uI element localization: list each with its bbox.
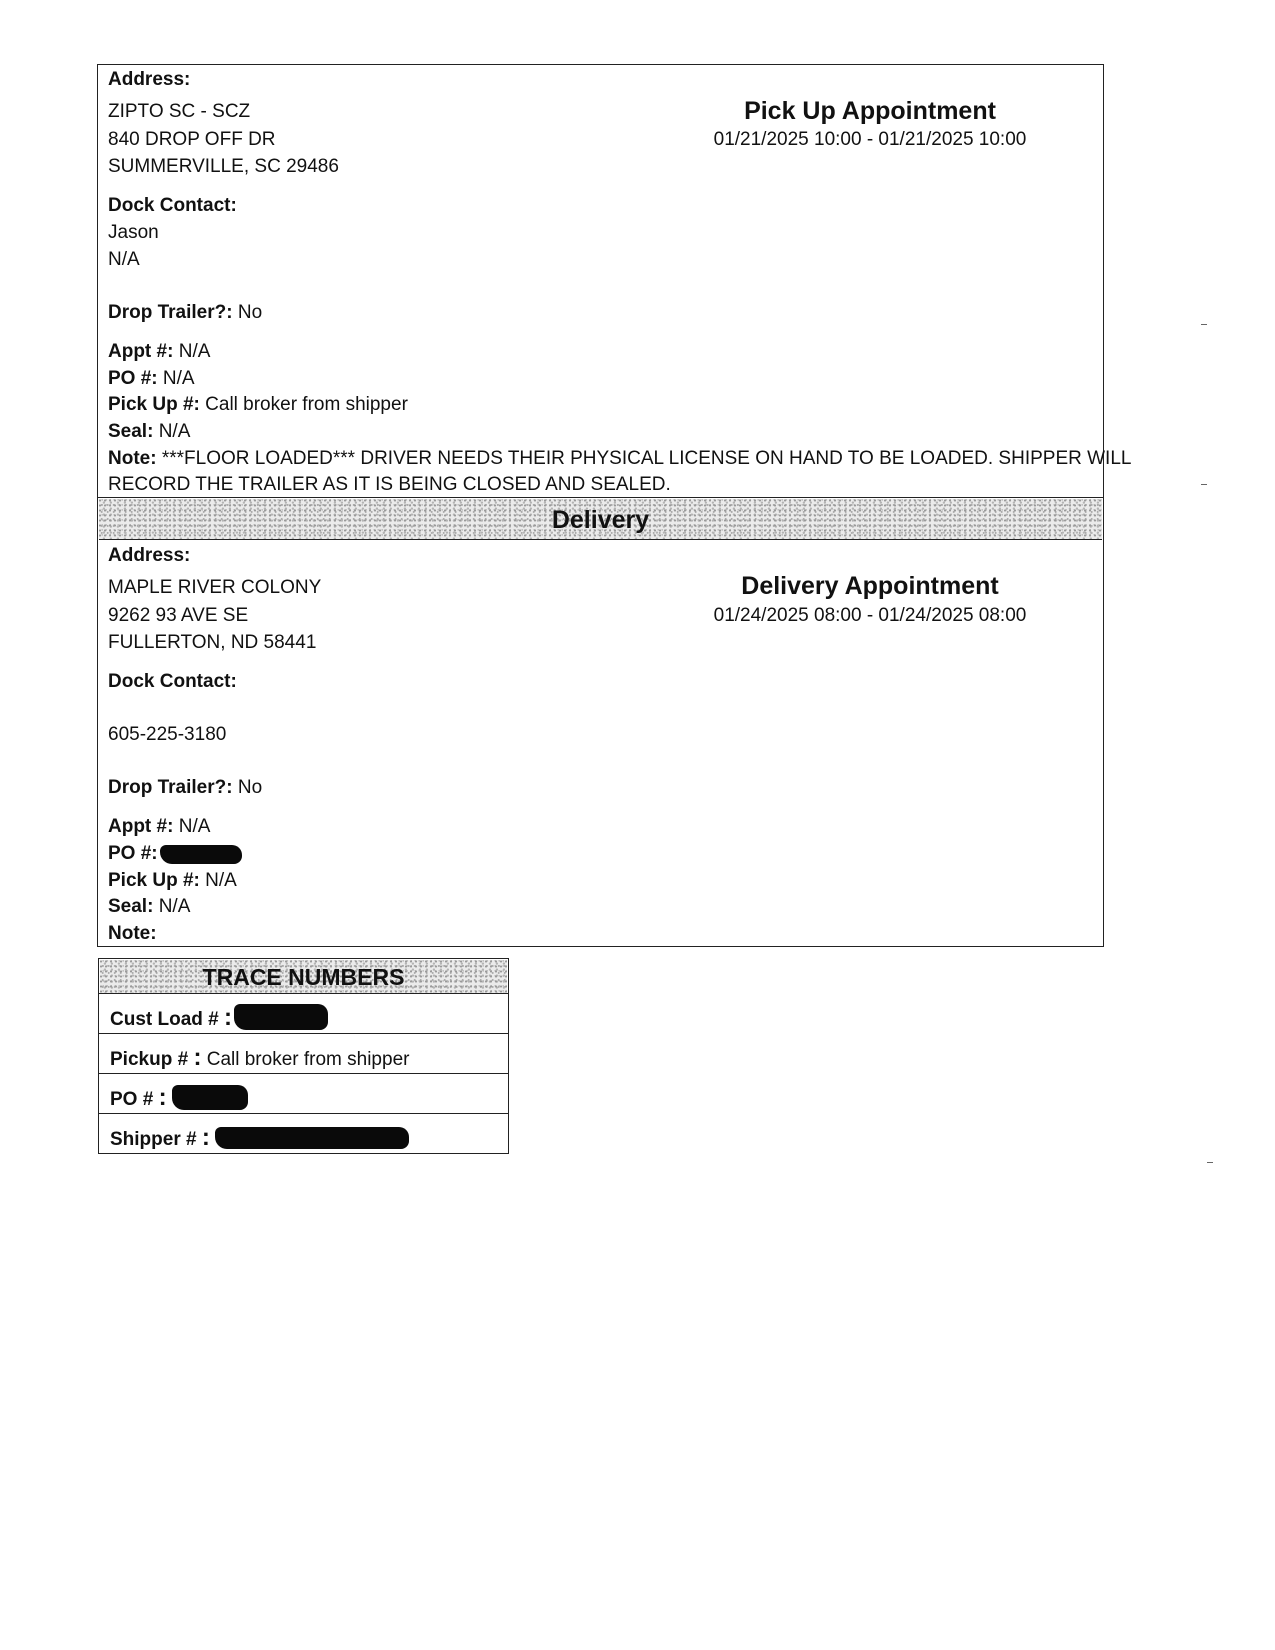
pickup-pickup-number (108, 394, 408, 416)
pickup-appointment-title: Pick Up Appointment (744, 97, 996, 125)
delivery-drop-trailer-value: No (237, 777, 263, 798)
delivery-appointment-window: 01/24/2025 08:00 - 01/24/2025 08:00 (713, 605, 1027, 626)
trace-row-pickup (110, 1044, 410, 1071)
pickup-note-label: Note: (108, 448, 157, 469)
pickup-note (108, 448, 1131, 470)
pickup-dock-contact-phone: N/A (108, 249, 140, 270)
pickup-seal (108, 421, 190, 443)
pickup-appt-value: N/A (178, 341, 211, 362)
pickup-appt-number (108, 341, 210, 363)
pickup-seal-value: N/A (158, 421, 191, 442)
delivery-appointment-title: Delivery Appointment (741, 572, 999, 600)
pickup-note-line-2: RECORD THE TRAILER AS IT IS BEING CLOSED AND SEALED. (108, 474, 671, 495)
delivery-address-line-1: MAPLE RIVER COLONY (108, 577, 322, 598)
delivery-appt-number (108, 816, 210, 838)
trace-shipper-redaction (215, 1127, 409, 1149)
trace-cust-load-label: Cust Load # (110, 1009, 219, 1030)
pickup-pickup-number-value: Call broker from shipper (205, 394, 408, 415)
trace-po-redaction (172, 1085, 248, 1110)
trace-numbers-title: TRACE NUMBERS (202, 964, 405, 990)
delivery-pickup-number (108, 870, 237, 892)
trace-pickup-value: Call broker from shipper (206, 1049, 410, 1070)
trace-row-divider-1 (99, 993, 508, 994)
trace-row-shipper (110, 1124, 210, 1151)
pickup-drop-trailer-value: No (237, 302, 263, 323)
pickup-po-value: N/A (162, 368, 195, 389)
delivery-pickup-number-label: Pick Up #: (108, 870, 200, 891)
trace-po-separator: : (158, 1084, 167, 1111)
pickup-dock-contact-label: Dock Contact: (108, 195, 237, 216)
pickup-seal-label: Seal: (108, 421, 154, 442)
trace-row-divider-2 (99, 1033, 508, 1034)
trace-cust-load-redaction (234, 1004, 328, 1030)
delivery-address-line-3: FULLERTON, ND 58441 (108, 632, 317, 653)
trace-pickup-separator: : (193, 1044, 202, 1071)
scan-mark-1 (1201, 324, 1207, 325)
delivery-section-title: Delivery (551, 506, 650, 534)
pickup-po-label: PO #: (108, 368, 158, 389)
delivery-drop-trailer-label: Drop Trailer?: (108, 777, 233, 798)
trace-pickup-label: Pickup # (110, 1049, 189, 1070)
pickup-pickup-number-label: Pick Up #: (108, 394, 200, 415)
pickup-appointment-window: 01/21/2025 10:00 - 01/21/2025 10:00 (713, 129, 1027, 150)
pickup-drop-trailer-label: Drop Trailer?: (108, 302, 233, 323)
delivery-pickup-number-value: N/A (205, 870, 237, 891)
delivery-section-box (97, 497, 1104, 947)
trace-row-cust-load (110, 1004, 233, 1031)
trace-row-divider-3 (99, 1073, 508, 1074)
pickup-appt-label: Appt #: (108, 341, 174, 362)
pickup-address-label: Address: (108, 69, 191, 90)
delivery-po-label: PO #: (108, 843, 158, 864)
scan-mark-2 (1201, 484, 1207, 485)
delivery-appt-value: N/A (178, 816, 211, 837)
trace-cust-load-separator: : (224, 1004, 233, 1031)
pickup-po-number (108, 368, 195, 390)
scan-mark-3 (1207, 1162, 1213, 1163)
delivery-note-label: Note: (108, 923, 157, 944)
trace-po-label: PO # (110, 1089, 154, 1110)
pickup-address-line-3: SUMMERVILLE, SC 29486 (108, 156, 339, 177)
delivery-address-label: Address: (108, 545, 191, 566)
trace-row-po (110, 1084, 167, 1111)
delivery-seal-value: N/A (158, 896, 191, 917)
pickup-dock-contact-name: Jason (108, 222, 159, 243)
trace-row-divider-4 (99, 1113, 508, 1114)
delivery-seal (108, 896, 190, 918)
delivery-dock-contact-phone: 605-225-3180 (108, 724, 227, 745)
pickup-address-line-1: ZIPTO SC - SCZ (108, 101, 251, 122)
delivery-po-redaction (160, 845, 242, 864)
pickup-drop-trailer (108, 302, 262, 324)
pickup-address-line-2: 840 DROP OFF DR (108, 129, 276, 150)
trace-shipper-separator: : (201, 1124, 210, 1151)
trace-shipper-label: Shipper # (110, 1129, 197, 1150)
delivery-seal-label: Seal: (108, 896, 154, 917)
delivery-appt-label: Appt #: (108, 816, 174, 837)
delivery-drop-trailer (108, 777, 262, 799)
pickup-note-line-1: ***FLOOR LOADED*** DRIVER NEEDS THEIR PHYSICAL LICENSE ON HAND TO BE LOADED. SHIPPER WILL (161, 448, 1132, 469)
delivery-address-line-2: 9262 93 AVE SE (108, 605, 249, 626)
delivery-dock-contact-label: Dock Contact: (108, 671, 237, 692)
